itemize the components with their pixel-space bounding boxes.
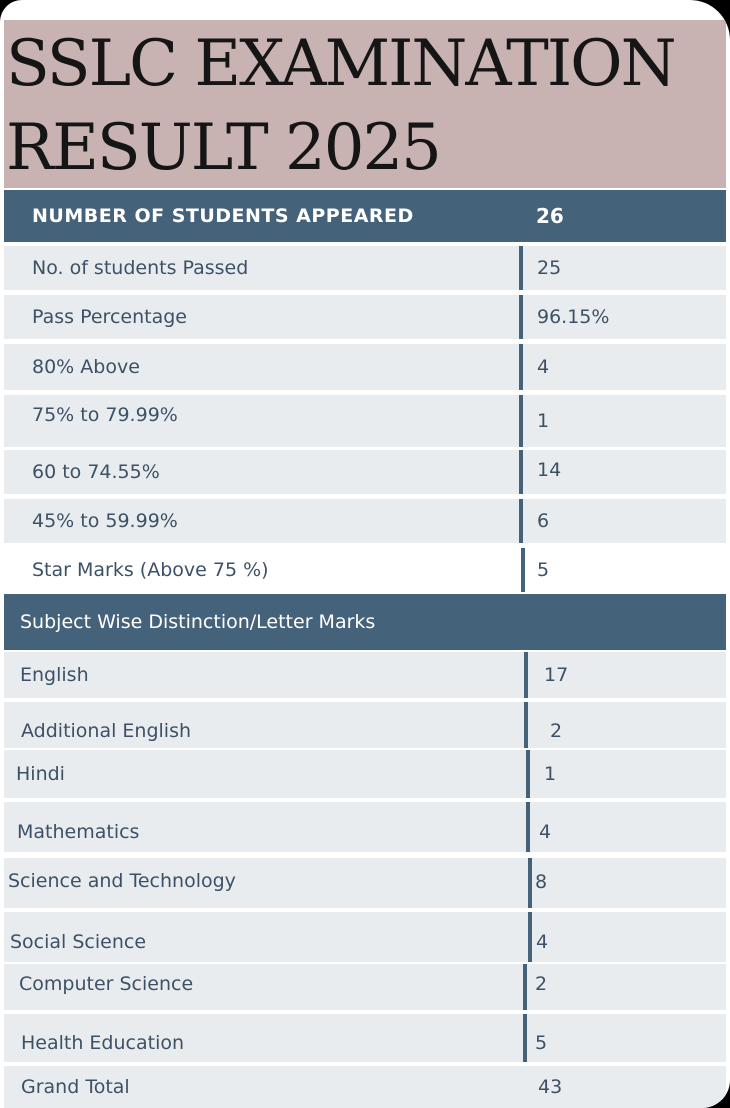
row-value: 1 [537,410,550,432]
row-value: 25 [537,257,562,279]
row-label: Pass Percentage [32,306,187,328]
grand-total-label: Grand Total [21,1076,130,1098]
column-divider [519,499,523,543]
subject-row-social-science [4,912,726,962]
subject-value: 2 [535,973,548,995]
subject-value: 17 [544,664,569,686]
summary-row-75-79 [4,395,726,447]
row-label: 80% Above [32,356,140,378]
subject-row-hindi [4,750,726,798]
subject-label: Additional English [21,720,192,742]
title-line-1: SSLC EXAMINATION [6,27,675,101]
column-divider [528,912,532,962]
title-line-2: RESULT 2025 [6,111,440,185]
column-divider [523,1014,527,1062]
subject-label: Computer Science [19,973,194,995]
summary-row-pass-percentage [4,295,726,339]
column-divider [526,750,530,798]
subject-row-english [4,652,726,698]
column-divider [519,395,523,447]
subject-label: Social Science [10,931,147,953]
summary-row-passed [4,246,726,290]
subject-label: Mathematics [17,821,140,843]
column-divider [519,295,523,339]
subject-value: 4 [536,931,549,953]
subject-value: 5 [535,1032,548,1054]
subject-label: Science and Technology [8,870,236,892]
column-divider [523,964,527,1010]
subject-value: 4 [539,821,552,843]
subject-value: 1 [544,763,557,785]
summary-row-60-74 [4,450,726,494]
column-divider [526,802,530,852]
row-label: No. of students Passed [32,257,249,279]
subject-value: 8 [535,871,548,893]
summary-row-star-marks [4,548,726,592]
page-title [6,22,675,190]
column-divider [524,652,528,698]
row-value: 6 [537,510,550,532]
students-appeared-value: 26 [536,204,564,228]
subject-row-science-technology [4,858,726,908]
students-appeared-header [4,190,726,242]
row-value: 5 [537,559,550,581]
subject-row-health-education [4,1014,726,1062]
column-divider [524,702,528,748]
row-label: 45% to 59.99% [32,510,178,532]
subject-value: 2 [550,720,563,742]
row-label: 60 to 74.55% [32,461,160,483]
subject-row-mathematics [4,802,726,852]
row-value: 96.15% [537,306,610,328]
row-value: 14 [537,459,562,481]
subject-row-computer-science [4,964,726,1010]
subject-header-label: Subject Wise Distinction/Letter Marks [20,611,376,633]
subject-label: Health Education [21,1032,185,1054]
column-divider [519,246,523,290]
subject-label: English [20,664,89,686]
row-value: 4 [537,356,550,378]
summary-row-45-59 [4,499,726,543]
column-divider [519,344,523,390]
subject-distinction-header [4,594,726,650]
grand-total-row [4,1066,726,1108]
column-divider [528,858,532,908]
grand-total-value: 43 [538,1076,563,1098]
summary-row-80-above [4,344,726,390]
row-label: Star Marks (Above 75 %) [32,559,269,581]
row-label: 75% to 79.99% [32,404,178,426]
column-divider [519,450,523,494]
subject-label: Hindi [16,763,65,785]
column-divider [521,548,525,592]
subject-row-additional-english [4,702,726,748]
students-appeared-label: NUMBER OF STUDENTS APPEARED [32,205,414,227]
